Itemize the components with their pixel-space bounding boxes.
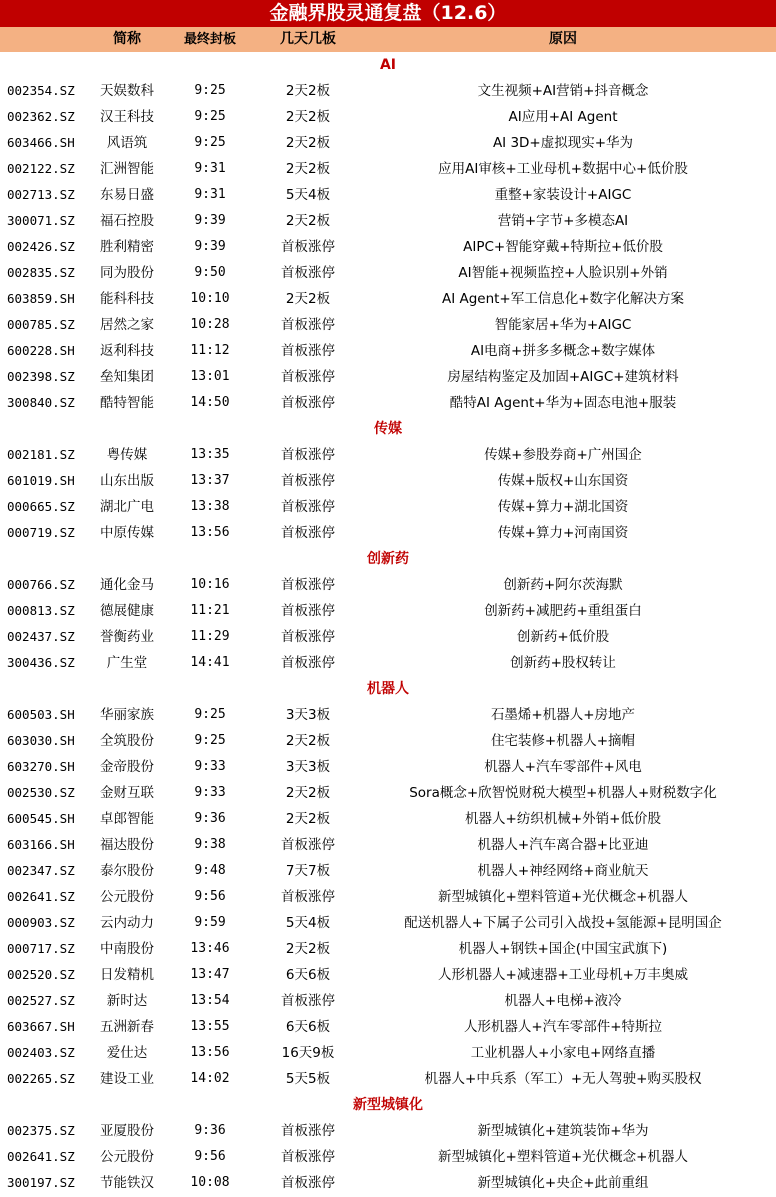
stock-name: 汉王科技 (100, 109, 154, 125)
reason: 应用AI审核+工业母机+数据中心+低价股 (438, 161, 688, 177)
board-count: 5天5板 (285, 1071, 331, 1087)
stock-name: 公元股份 (100, 889, 154, 905)
stock-name: 湖北广电 (100, 499, 154, 515)
reason: 机器人+神经网络+商业航天 (477, 863, 649, 879)
board-count: 2天2板 (285, 135, 331, 151)
table-row (0, 260, 776, 286)
stock-name: 五洲新春 (100, 1019, 154, 1035)
stock-code: 600545.SH (7, 811, 75, 826)
reason: 机器人+电梯+液冷 (504, 993, 622, 1009)
board-count: 2天2板 (285, 109, 331, 125)
stock-name: 建设工业 (100, 1071, 154, 1087)
final-seal-time: 9:36 (194, 811, 226, 826)
stock-code: 603270.SH (7, 759, 75, 774)
table-row (0, 234, 776, 260)
reason: 人形机器人+汽车零部件+特斯拉 (463, 1019, 663, 1035)
board-count: 2天2板 (285, 83, 331, 99)
board-count: 2天2板 (285, 733, 331, 749)
stock-code: 000665.SZ (7, 499, 75, 514)
stock-code: 603030.SH (7, 733, 75, 748)
reason: Sora概念+欣智悦财税大模型+机器人+财税数字化 (409, 785, 717, 801)
table-row (0, 520, 776, 546)
reason: 机器人+汽车零部件+风电 (484, 759, 642, 775)
final-seal-time: 9:50 (194, 265, 226, 280)
final-seal-time: 11:21 (190, 603, 230, 618)
board-count: 首板涨停 (281, 577, 335, 593)
table-row (0, 598, 776, 624)
board-count: 6天6板 (285, 967, 331, 983)
reason: AI智能+视频监控+人脸识别+外销 (458, 265, 668, 281)
final-seal-time: 13:54 (190, 993, 230, 1008)
reason: 新型城镇化+塑料管道+光伏概念+机器人 (438, 889, 688, 905)
final-seal-time: 9:59 (194, 915, 226, 930)
table-row (0, 858, 776, 884)
table-body (0, 52, 776, 1196)
stock-name: 居然之家 (100, 317, 154, 333)
table-row (0, 156, 776, 182)
table-row (0, 1144, 776, 1170)
table-header (0, 27, 776, 52)
stock-code: 300840.SZ (7, 395, 75, 410)
table-row (0, 910, 776, 936)
header-boards: 几天几板 (280, 31, 336, 47)
final-seal-time: 9:39 (194, 213, 226, 228)
board-count: 首板涨停 (281, 369, 335, 385)
stock-name: 广生堂 (106, 655, 148, 671)
stock-name: 云内动力 (100, 915, 154, 931)
stock-name: 天娱数科 (100, 83, 154, 99)
stock-code: 603166.SH (7, 837, 75, 852)
board-count: 首板涨停 (281, 473, 335, 489)
stock-name: 能科科技 (100, 291, 154, 307)
final-seal-time: 9:48 (194, 863, 226, 878)
stock-code: 000813.SZ (7, 603, 75, 618)
stock-name: 日发精机 (100, 967, 154, 983)
reason: 人形机器人+减速器+工业母机+万丰奥威 (438, 967, 688, 983)
table-row (0, 728, 776, 754)
table-row (0, 754, 776, 780)
table-row (0, 208, 776, 234)
category-header: 机器人 (367, 681, 409, 697)
stock-name: 东易日盛 (100, 187, 154, 203)
final-seal-time: 9:25 (194, 707, 226, 722)
board-count: 首板涨停 (281, 655, 335, 671)
board-count: 3天3板 (285, 707, 331, 723)
stock-code: 002122.SZ (7, 161, 75, 176)
table-row (0, 936, 776, 962)
table-row (0, 624, 776, 650)
board-count: 首板涨停 (281, 317, 335, 333)
stock-name: 公元股份 (100, 1149, 154, 1165)
stock-code: 300197.SZ (7, 1175, 75, 1190)
final-seal-time: 9:56 (194, 1149, 226, 1164)
board-count: 2天2板 (285, 213, 331, 229)
final-seal-time: 14:41 (190, 655, 230, 670)
reason: AI电商+拼多多概念+数字媒体 (470, 343, 656, 359)
stock-code: 002375.SZ (7, 1123, 75, 1138)
table-row (0, 312, 776, 338)
reason: 传媒+版权+山东国资 (497, 473, 629, 489)
stock-name: 新时达 (106, 993, 148, 1009)
reason: AI Agent+军工信息化+数字化解决方案 (441, 291, 685, 307)
stock-name: 全筑股份 (100, 733, 154, 749)
stock-name: 山东出版 (100, 473, 154, 489)
stock-name: 垒知集团 (100, 369, 154, 385)
board-count: 首板涨停 (281, 1123, 335, 1139)
stock-name: 同为股份 (100, 265, 154, 281)
stock-code: 002426.SZ (7, 239, 75, 254)
table-row (0, 832, 776, 858)
stock-name: 金财互联 (100, 785, 154, 801)
category-header: 创新药 (367, 551, 409, 567)
board-count: 首板涨停 (281, 889, 335, 905)
stock-name: 泰尔股份 (100, 863, 154, 879)
final-seal-time: 14:02 (190, 1071, 230, 1086)
header-final-seal: 最终封板 (183, 32, 236, 47)
table-row (0, 286, 776, 312)
stock-name: 返利科技 (100, 343, 154, 359)
board-count: 2天2板 (285, 785, 331, 801)
header-name: 简称 (113, 31, 141, 47)
stock-code: 002835.SZ (7, 265, 75, 280)
table-row (0, 988, 776, 1014)
reason: 新型城镇化+央企+此前重组 (477, 1175, 649, 1191)
stock-name: 誉衡药业 (100, 629, 154, 645)
header-reason: 原因 (549, 31, 577, 47)
final-seal-time: 10:10 (190, 291, 230, 306)
board-count: 6天6板 (285, 1019, 331, 1035)
table-row (0, 1040, 776, 1066)
stock-name: 汇洲智能 (100, 161, 154, 177)
board-count: 5天4板 (285, 915, 331, 931)
final-seal-time: 9:31 (194, 187, 226, 202)
final-seal-time: 13:37 (190, 473, 230, 488)
stock-code: 603466.SH (7, 135, 75, 150)
reason: 工业机器人+小家电+网络直播 (470, 1045, 656, 1061)
reason: 新型城镇化+塑料管道+光伏概念+机器人 (438, 1149, 688, 1165)
board-count: 首板涨停 (281, 239, 335, 255)
reason: 创新药+股权转让 (510, 655, 616, 671)
stock-name: 卓郎智能 (100, 811, 154, 827)
final-seal-time: 9:31 (194, 161, 226, 176)
final-seal-time: 11:12 (190, 343, 230, 358)
stock-name: 金帝股份 (100, 759, 154, 775)
board-count: 首板涨停 (281, 603, 335, 619)
final-seal-time: 9:25 (194, 83, 226, 98)
stock-code: 002181.SZ (7, 447, 75, 462)
stock-code: 000719.SZ (7, 525, 75, 540)
stock-code: 002362.SZ (7, 109, 75, 124)
final-seal-time: 9:25 (194, 135, 226, 150)
final-seal-time: 13:46 (190, 941, 230, 956)
reason: 重整+家装设计+AIGC (494, 187, 632, 203)
board-count: 5天4板 (285, 187, 331, 203)
reason: 房屋结构鉴定及加固+AIGC+建筑材料 (447, 369, 679, 385)
stock-name: 华丽家族 (100, 707, 154, 723)
reason: 住宅装修+机器人+摘帽 (490, 733, 636, 749)
board-count: 2天2板 (285, 161, 331, 177)
final-seal-time: 9:25 (194, 109, 226, 124)
reason: 传媒+算力+湖北国资 (497, 499, 629, 515)
board-count: 首板涨停 (281, 525, 335, 541)
stock-name: 爱仕达 (106, 1045, 148, 1061)
table-row (0, 442, 776, 468)
stock-code: 601019.SH (7, 473, 75, 488)
table-row (0, 494, 776, 520)
table-row (0, 572, 776, 598)
board-count: 首板涨停 (281, 1175, 335, 1191)
reason: 机器人+中兵系（军工）+无人驾驶+购买股权 (424, 1071, 702, 1087)
reason: 智能家居+华为+AIGC (494, 317, 632, 333)
board-count: 7天7板 (285, 863, 331, 879)
stock-name: 中南股份 (100, 941, 154, 957)
reason: 机器人+纺织机械+外销+低价股 (465, 811, 661, 827)
stock-code: 002437.SZ (7, 629, 75, 644)
final-seal-time: 10:08 (190, 1175, 230, 1190)
stock-name: 福达股份 (100, 837, 154, 853)
stock-name: 节能铁汉 (100, 1175, 154, 1191)
reason: 创新药+低价股 (516, 629, 610, 645)
reason: 机器人+汽车离合器+比亚迪 (477, 837, 649, 853)
stock-code: 002527.SZ (7, 993, 75, 1008)
reason: 配送机器人+下属子公司引入战投+氢能源+昆明国企 (404, 915, 722, 931)
table-row (0, 1170, 776, 1196)
reason: 传媒+参股券商+广州国企 (484, 447, 642, 463)
table-row (0, 390, 776, 416)
final-seal-time: 13:38 (190, 499, 230, 514)
table-row (0, 338, 776, 364)
reason: AI应用+AI Agent (508, 109, 618, 125)
reason: 机器人+钢铁+国企(中国宝武旗下) (458, 941, 668, 957)
board-count: 16天9板 (281, 1045, 335, 1061)
table-row (0, 78, 776, 104)
board-count: 首板涨停 (281, 837, 335, 853)
board-count: 首板涨停 (281, 265, 335, 281)
table-row (0, 806, 776, 832)
final-seal-time: 13:56 (190, 525, 230, 540)
table-row (0, 104, 776, 130)
final-seal-time: 9:33 (194, 759, 226, 774)
final-seal-time: 10:28 (190, 317, 230, 332)
reason: 营销+字节+多模态AI (497, 213, 629, 229)
final-seal-time: 14:50 (190, 395, 230, 410)
board-count: 首板涨停 (281, 629, 335, 645)
stock-name: 福石控股 (100, 213, 154, 229)
reason: 创新药+阿尔茨海默 (503, 577, 623, 593)
stock-code: 002520.SZ (7, 967, 75, 982)
final-seal-time: 9:33 (194, 785, 226, 800)
stock-name: 风语筑 (106, 135, 148, 151)
stock-code: 002398.SZ (7, 369, 75, 384)
final-seal-time: 9:56 (194, 889, 226, 904)
final-seal-time: 13:47 (190, 967, 230, 982)
stock-code: 300071.SZ (7, 213, 75, 228)
table-row (0, 780, 776, 806)
stock-code: 000717.SZ (7, 941, 75, 956)
board-count: 首板涨停 (281, 395, 335, 411)
stock-name: 胜利精密 (100, 239, 154, 255)
stock-name: 粤传媒 (106, 447, 148, 463)
board-count: 2天2板 (285, 811, 331, 827)
final-seal-time: 9:39 (194, 239, 226, 254)
final-seal-time: 13:55 (190, 1019, 230, 1034)
reason: AIPC+智能穿戴+特斯拉+低价股 (463, 239, 663, 255)
stock-code: 600228.SH (7, 343, 75, 358)
reason: AI 3D+虚拟现实+华为 (492, 135, 634, 151)
stock-code: 002641.SZ (7, 889, 75, 904)
table-row (0, 182, 776, 208)
board-count: 首板涨停 (281, 993, 335, 1009)
stock-code: 000766.SZ (7, 577, 75, 592)
final-seal-time: 9:36 (194, 1123, 226, 1138)
stock-code: 002713.SZ (7, 187, 75, 202)
header-code (7, 27, 92, 52)
final-seal-time: 13:01 (190, 369, 230, 384)
stock-code: 000785.SZ (7, 317, 75, 332)
stock-code: 002347.SZ (7, 863, 75, 878)
board-count: 2天2板 (285, 291, 331, 307)
stock-name: 德展健康 (100, 603, 154, 619)
final-seal-time: 13:56 (190, 1045, 230, 1060)
board-count: 首板涨停 (281, 343, 335, 359)
stock-code: 002403.SZ (7, 1045, 75, 1060)
board-count: 首板涨停 (281, 447, 335, 463)
stock-code: 002641.SZ (7, 1149, 75, 1164)
final-seal-time: 13:35 (190, 447, 230, 462)
table-row (0, 962, 776, 988)
board-count: 3天3板 (285, 759, 331, 775)
reason: 创新药+减肥药+重组蛋白 (484, 603, 642, 619)
table-row (0, 364, 776, 390)
final-seal-time: 9:25 (194, 733, 226, 748)
stock-code: 002354.SZ (7, 83, 75, 98)
table-row (0, 650, 776, 676)
category-header: AI (379, 57, 397, 73)
reason: 新型城镇化+建筑装饰+华为 (477, 1123, 649, 1139)
final-seal-time: 10:16 (190, 577, 230, 592)
board-count: 首板涨停 (281, 1149, 335, 1165)
board-count: 2天2板 (285, 941, 331, 957)
stock-code: 002530.SZ (7, 785, 75, 800)
reason: 酷特AI Agent+华为+固态电池+服装 (449, 395, 677, 411)
table-row (0, 884, 776, 910)
stock-code: 600503.SH (7, 707, 75, 722)
table-row (0, 130, 776, 156)
stock-code: 000903.SZ (7, 915, 75, 930)
stock-name: 亚厦股份 (100, 1123, 154, 1139)
stock-code: 300436.SZ (7, 655, 75, 670)
stock-code: 603667.SH (7, 1019, 75, 1034)
table-row (0, 1014, 776, 1040)
stock-name: 酷特智能 (100, 395, 154, 411)
table-row (0, 1066, 776, 1092)
stock-name: 通化金马 (100, 577, 154, 593)
reason: 文生视频+AI营销+抖音概念 (477, 83, 649, 99)
category-header: 传媒 (374, 421, 402, 437)
final-seal-time: 11:29 (190, 629, 230, 644)
stock-name: 中原传媒 (100, 525, 154, 541)
category-header: 新型城镇化 (353, 1097, 423, 1113)
stock-code: 603859.SH (7, 291, 75, 306)
final-seal-time: 9:38 (194, 837, 226, 852)
table-row (0, 702, 776, 728)
reason: 石墨烯+机器人+房地产 (490, 707, 636, 723)
stock-code: 002265.SZ (7, 1071, 75, 1086)
page-title: 金融界股灵通复盘（12.6） (0, 0, 776, 27)
table-row (0, 1118, 776, 1144)
reason: 传媒+算力+河南国资 (497, 525, 629, 541)
table-row (0, 468, 776, 494)
board-count: 首板涨停 (281, 499, 335, 515)
